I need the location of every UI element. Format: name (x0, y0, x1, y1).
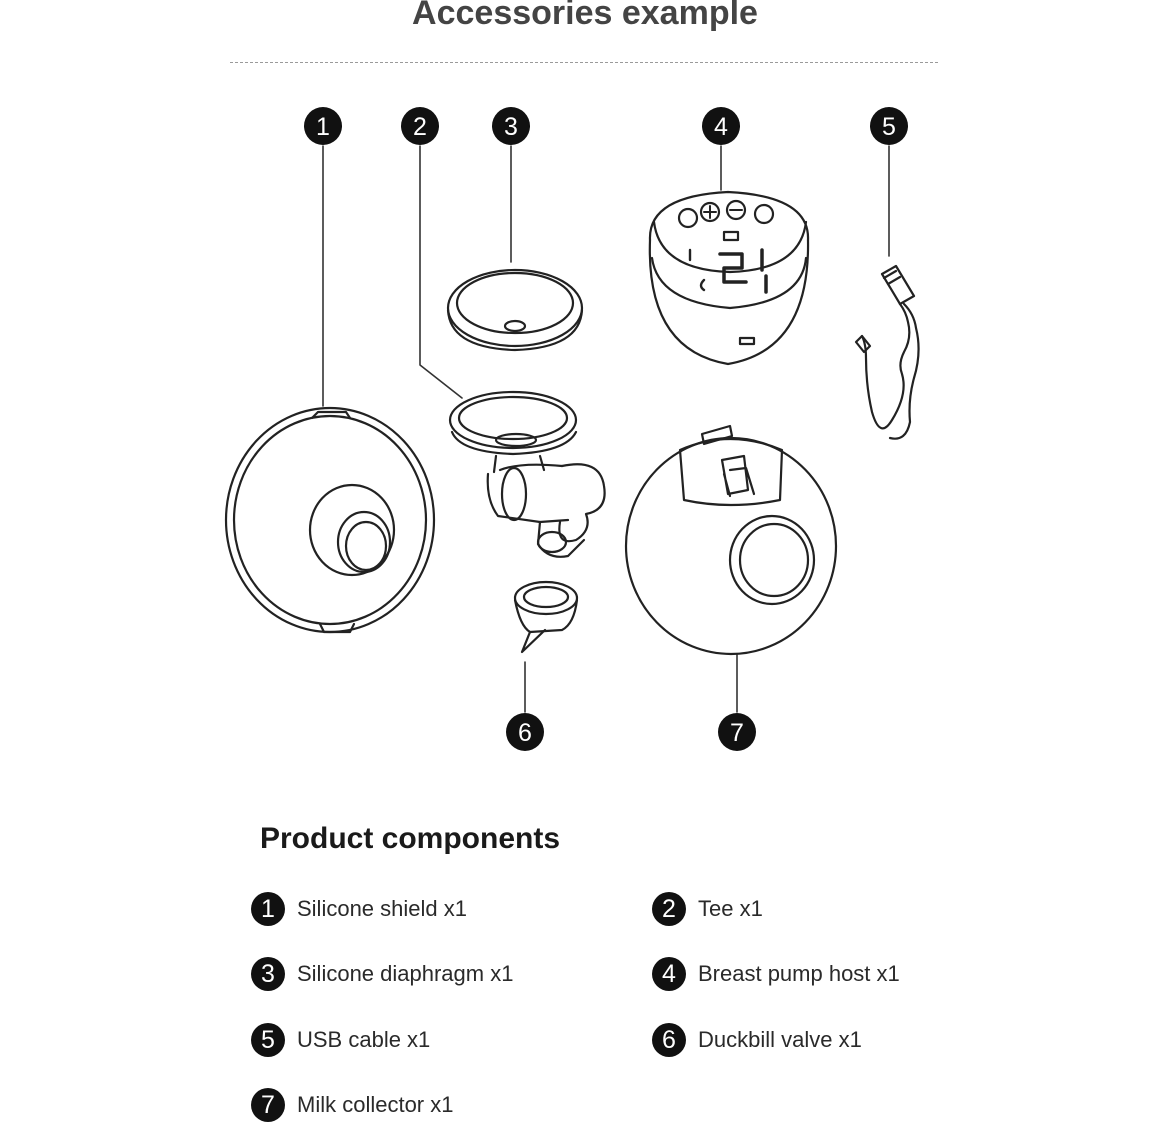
component-item-3 (251, 954, 513, 994)
diagram-badges (304, 107, 908, 751)
page-title: Accessories example (412, 0, 758, 32)
duckbill-valve-illustration (515, 582, 577, 652)
diagram-badge-6 (506, 713, 544, 751)
component-label: Duckbill valve x1 (698, 1027, 862, 1052)
diagram-badge-3 (492, 107, 530, 145)
component-item-1 (251, 889, 467, 929)
component-number-badge: 6 (652, 1023, 686, 1057)
component-number-badge: 5 (251, 1023, 285, 1057)
svg-text:4: 4 (714, 113, 728, 141)
component-label: Tee x1 (698, 896, 763, 921)
silicone-shield-illustration (226, 408, 434, 632)
svg-text:3: 3 (504, 113, 518, 141)
components-title: Product components (260, 822, 561, 855)
svg-text:2: 2 (413, 113, 427, 141)
component-label: Milk collector x1 (297, 1092, 454, 1117)
component-item-5 (251, 1020, 430, 1060)
diagram-badge-7 (718, 713, 756, 751)
component-number-badge: 2 (652, 892, 686, 926)
svg-text:1: 1 (316, 113, 330, 141)
leader-line-2 (420, 146, 462, 398)
silicone-diaphragm-illustration (448, 270, 582, 350)
diagram-badge-1 (304, 107, 342, 145)
component-item-4 (652, 954, 900, 994)
component-number-badge: 3 (251, 957, 285, 991)
component-number-badge: 7 (251, 1088, 285, 1122)
milk-collector-illustration (626, 426, 836, 654)
component-label: Silicone shield x1 (297, 896, 467, 921)
component-number-badge: 4 (652, 957, 686, 991)
diagram-badge-2 (401, 107, 439, 145)
breast-pump-host-illustration (650, 192, 808, 364)
component-item-7 (251, 1085, 453, 1125)
component-number-badge: 1 (251, 892, 285, 926)
component-label: Silicone diaphragm x1 (297, 961, 514, 986)
component-item-6 (652, 1020, 862, 1060)
usb-cable-illustration (856, 266, 919, 439)
component-label: Breast pump host x1 (698, 961, 900, 986)
tee-illustration (450, 392, 605, 557)
svg-text:7: 7 (730, 719, 744, 747)
component-item-2 (652, 889, 763, 929)
diagram-badge-5 (870, 107, 908, 145)
diagram-badge-4 (702, 107, 740, 145)
svg-text:6: 6 (518, 719, 532, 747)
svg-text:5: 5 (882, 113, 896, 141)
component-label: USB cable x1 (297, 1027, 431, 1052)
